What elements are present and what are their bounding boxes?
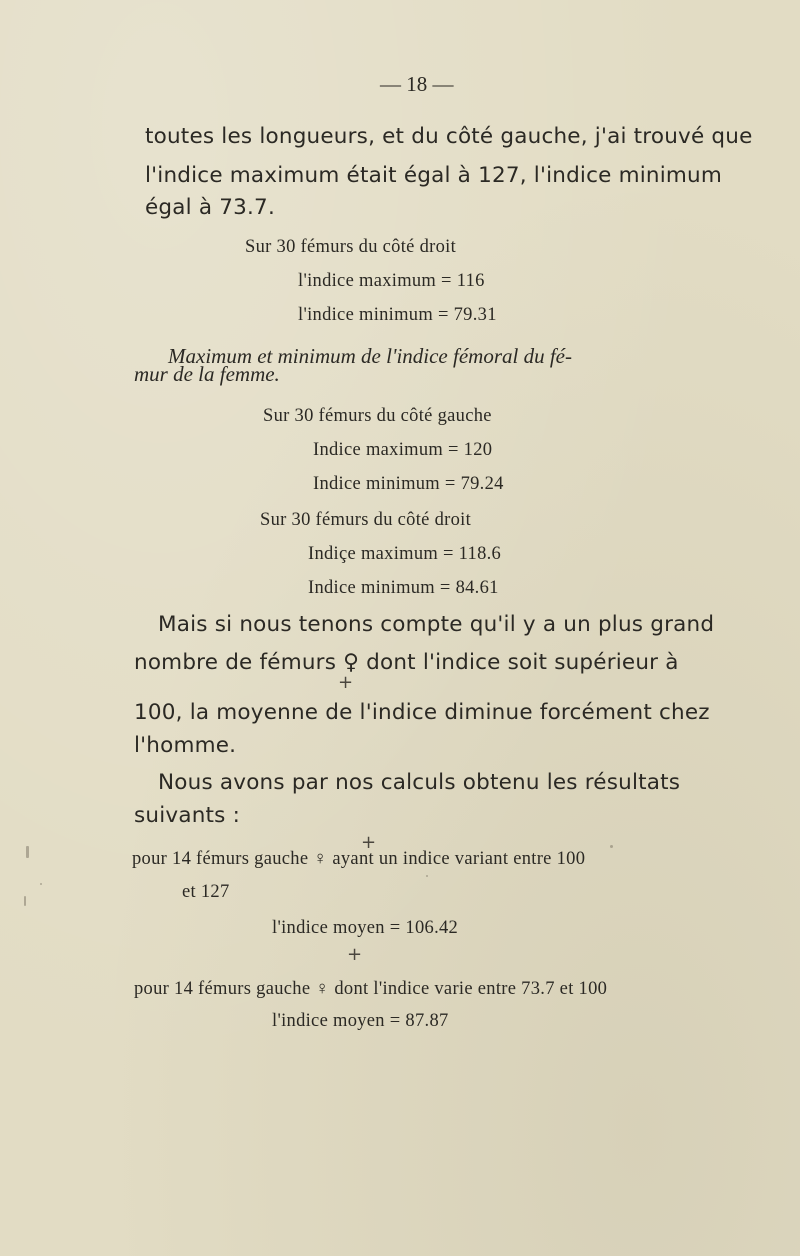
result-1-cross-mark: + [361,832,377,853]
paragraph-2-line-2: nombre de fémurs ♀ dont l'indice soit supérieur à [134,650,679,675]
female-section-heading-line-2: mur de la femme. [134,362,280,386]
paragraph-1-line-1: toutes les longueurs, et du côté gauche, j'ai trouvé que [145,124,753,149]
male-right-header: Sur 30 fémurs du côté droit [245,237,457,257]
female-section-heading-line-1: Maximum et minimum de l'indice fémoral du fé- [168,344,572,368]
result-1-line-1: pour 14 fémurs gauche ♀ ayant un indice variant entre 100 [132,849,586,869]
female-right-header: Sur 30 fémurs du côté droit [260,510,472,530]
paragraph-2-line-1: Mais si nous tenons compte qu'il y a un plus grand [158,612,715,637]
paper-speck [610,845,613,848]
paragraph-2-line-3: 100, la moyenne de l'indice diminue forcément chez [134,700,710,725]
paper-speck [40,883,42,885]
paper-speck [26,846,29,858]
result-1-line-2: et 127 [182,882,230,902]
result-2-mean: l'indice moyen = 87.87 [272,1011,449,1031]
female-cross-mark: + [338,672,354,693]
paragraph-1-line-3: égal à 73.7. [145,195,275,220]
male-right-min: l'indice minimum = 79.31 [298,305,497,325]
female-right-max: Indiçe maximum = 118.6 [308,544,502,564]
female-right-min: Indice minimum = 84.61 [308,578,499,598]
paper-speck [24,896,26,906]
result-2-cross-mark: + [347,944,363,965]
female-left-max: Indice maximum = 120 [313,440,493,460]
page-number: — 18 — [380,72,454,96]
female-left-min: Indice minimum = 79.24 [313,474,504,494]
paragraph-1-line-2: l'indice maximum était égal à 127, l'indice minimum [145,163,723,188]
paragraph-2-line-4: l'homme. [134,733,237,758]
male-right-max: l'indice maximum = 116 [298,271,485,291]
paragraph-3-line-1: Nous avons par nos calculs obtenu les résultats [158,770,681,795]
paper-speck [426,875,428,877]
female-left-header: Sur 30 fémurs du côté gauche [263,406,492,426]
paragraph-3-line-2: suivants : [134,803,241,828]
result-2-line-1: pour 14 fémurs gauche ♀ dont l'indice varie entre 73.7 et 100 [134,979,608,999]
result-1-mean: l'indice moyen = 106.42 [272,918,459,938]
